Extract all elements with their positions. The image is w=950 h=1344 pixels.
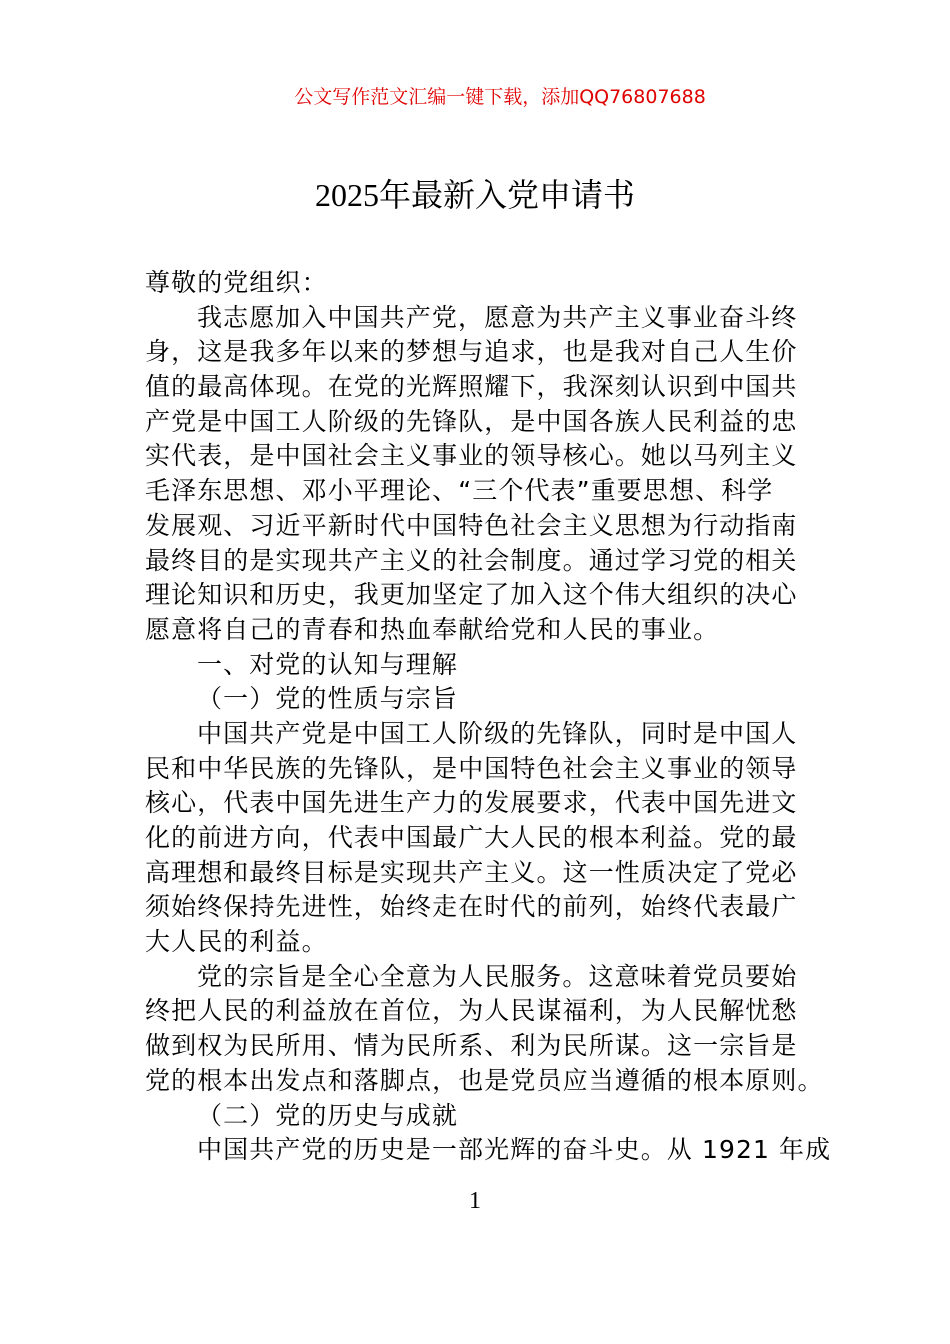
paragraph xyxy=(145,960,824,1099)
text-line: 民和中华民族的先锋队，是中国特色社会主义事业的领导 xyxy=(145,753,798,783)
text-line: 我志愿加入中国共产党，愿意为共产主义事业奋斗终 xyxy=(197,302,798,332)
text-line: 最终目的是实现共产主义的社会制度。通过学习党的相关 xyxy=(145,545,798,575)
text-line: （一）党的性质与宗旨 xyxy=(197,684,459,714)
text-line: 中国共产党是中国工人阶级的先锋队，同时是中国人 xyxy=(197,718,798,748)
paragraph xyxy=(145,682,815,717)
text-line: 须始终保持先进性，始终走在时代的前列，始终代表最广 xyxy=(145,892,798,922)
paragraph xyxy=(145,717,815,960)
text-line: 毛泽东思想、邓小平理论、“三个代表”重要思想、科学 xyxy=(145,476,774,506)
download-banner: 公文写作范文汇编一键下载，添加QQ76807688 xyxy=(294,86,706,108)
text-line: 化的前进方向，代表中国最广大人民的根本利益。党的最 xyxy=(145,823,798,852)
text-line: 实代表，是中国社会主义事业的领导核心。她以马列主义 xyxy=(145,441,798,471)
text-line: 大人民的利益。 xyxy=(145,927,328,957)
document-body xyxy=(145,266,832,1168)
text-line: 终把人民的利益放在首位，为人民谋福利，为人民解忧愁 xyxy=(145,996,798,1026)
text-line: 一、对党的认知与理解 xyxy=(197,649,459,679)
text-line: 党的根本出发点和落脚点，也是党员应当遵循的根本原则。 xyxy=(145,1065,824,1095)
text-line: 愿意将自己的青春和热血奉献给党和人民的事业。 xyxy=(145,614,720,644)
text-line: 做到权为民所用、情为民所系、利为民所谋。这一宗旨是 xyxy=(145,1031,798,1061)
page-number: 1 xyxy=(469,1188,481,1214)
paragraph xyxy=(145,1133,832,1168)
paragraph xyxy=(145,301,815,648)
text-line: （二）党的历史与成就 xyxy=(197,1100,459,1130)
text-line: 身，这是我多年以来的梦想与追求，也是我对自己人生价 xyxy=(145,337,798,367)
text-line: 发展观、习近平新时代中国特色社会主义思想为行动指南 xyxy=(145,510,798,540)
document-title: 2025年最新入党申请书 xyxy=(314,177,635,213)
paragraph xyxy=(145,1099,815,1134)
salutation: 尊敬的党组织： xyxy=(145,268,328,297)
text-line: 中国共产党的历史是一部光辉的奋斗史。从 1921 年成 xyxy=(197,1135,832,1165)
text-line: 核心，代表中国先进生产力的发展要求，代表中国先进文 xyxy=(145,788,798,818)
text-line: 党的宗旨是全心全意为人民服务。这意味着党员要始 xyxy=(197,961,798,991)
text-line: 理论知识和历史，我更加坚定了加入这个伟大组织的决心 xyxy=(145,580,798,610)
text-line: 高理想和最终目标是实现共产主义。这一性质决定了党必 xyxy=(145,857,798,887)
text-line: 产党是中国工人阶级的先锋队，是中国各族人民利益的忠 xyxy=(145,406,798,436)
text-line: 值的最高体现。在党的光辉照耀下，我深刻认识到中国共 xyxy=(145,372,798,402)
paragraph xyxy=(145,648,815,683)
